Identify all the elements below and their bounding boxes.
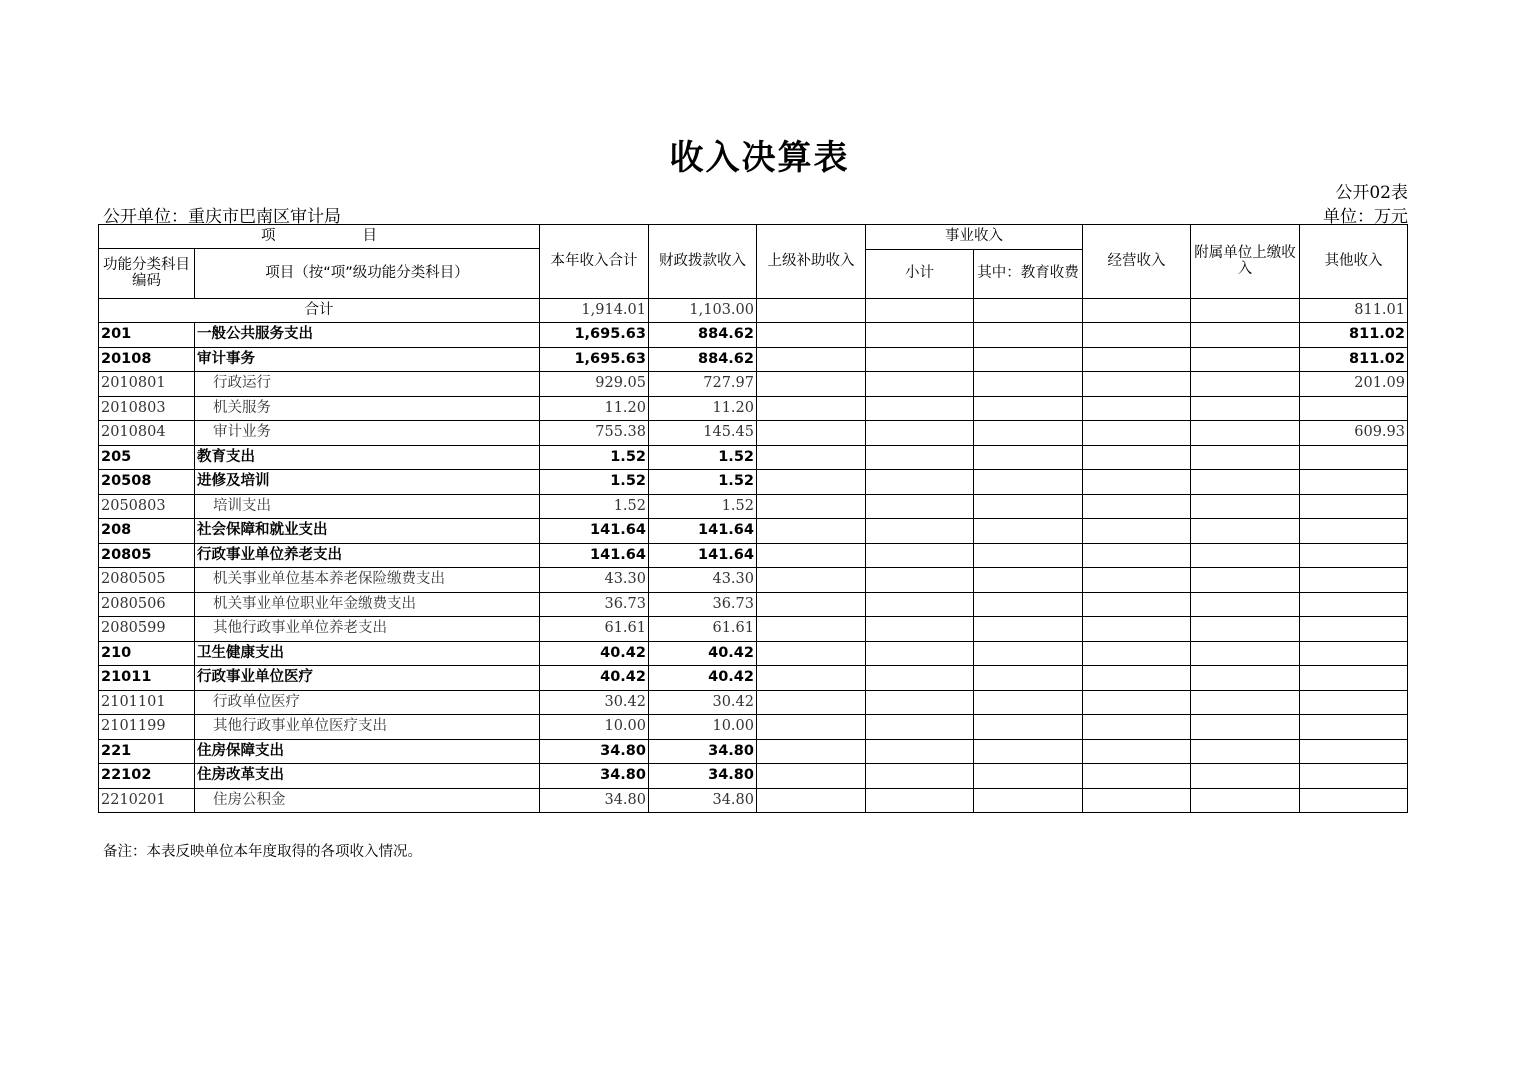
fiscal-cell: 34.80 [649, 788, 757, 813]
edu-fee-cell [974, 347, 1083, 372]
table-row [99, 617, 1408, 642]
superior-cell [757, 592, 866, 617]
affiliated-cell [1191, 445, 1300, 470]
total-cell: 1,695.63 [540, 323, 649, 348]
table-row [99, 396, 1408, 421]
table-row [99, 372, 1408, 397]
operating-cell [1083, 617, 1191, 642]
operating-cell [1083, 323, 1191, 348]
affiliated-cell [1191, 519, 1300, 544]
affiliated-cell [1191, 739, 1300, 764]
code-cell: 208 [99, 519, 195, 544]
total-subtotal-cell [866, 298, 974, 323]
fiscal-cell: 36.73 [649, 592, 757, 617]
subtotal-cell [866, 372, 974, 397]
fiscal-cell: 30.42 [649, 690, 757, 715]
code-cell: 221 [99, 739, 195, 764]
operating-cell [1083, 641, 1191, 666]
operating-cell [1083, 715, 1191, 740]
operating-cell [1083, 421, 1191, 446]
other-cell [1300, 519, 1408, 544]
name-cell: 教育支出 [195, 445, 540, 470]
name-cell: 住房保障支出 [195, 739, 540, 764]
affiliated-cell [1191, 617, 1300, 642]
other-cell [1300, 494, 1408, 519]
income-table [98, 224, 1408, 813]
code-cell: 2080505 [99, 568, 195, 593]
affiliated-cell [1191, 592, 1300, 617]
operating-cell [1083, 739, 1191, 764]
name-cell: 行政单位医疗 [195, 690, 540, 715]
total-row [99, 298, 1408, 323]
superior-cell [757, 445, 866, 470]
total-income-cell: 1,914.01 [540, 298, 649, 323]
total-cell: 61.61 [540, 617, 649, 642]
code-cell: 2101199 [99, 715, 195, 740]
operating-cell [1083, 470, 1191, 495]
total-cell: 34.80 [540, 739, 649, 764]
superior-cell [757, 470, 866, 495]
name-cell: 培训支出 [195, 494, 540, 519]
total-cell: 1.52 [540, 494, 649, 519]
edu-fee-cell [974, 519, 1083, 544]
total-cell: 40.42 [540, 666, 649, 691]
superior-cell [757, 764, 866, 789]
subtotal-cell [866, 568, 974, 593]
superior-cell [757, 396, 866, 421]
table-row [99, 519, 1408, 544]
other-cell [1300, 396, 1408, 421]
total-other-cell: 811.01 [1300, 298, 1408, 323]
code-cell: 2080599 [99, 617, 195, 642]
other-cell [1300, 543, 1408, 568]
name-cell: 一般公共服务支出 [195, 323, 540, 348]
subtotal-cell [866, 347, 974, 372]
total-operating-cell [1083, 298, 1191, 323]
superior-cell [757, 617, 866, 642]
fiscal-cell: 61.61 [649, 617, 757, 642]
other-cell: 811.02 [1300, 323, 1408, 348]
edu-fee-cell [974, 617, 1083, 642]
edu-fee-cell [974, 764, 1083, 789]
table-row [99, 764, 1408, 789]
edu-fee-cell [974, 396, 1083, 421]
superior-cell [757, 715, 866, 740]
fiscal-cell: 11.20 [649, 396, 757, 421]
name-cell: 住房改革支出 [195, 764, 540, 789]
total-edu-fee-cell [974, 298, 1083, 323]
superior-cell [757, 690, 866, 715]
header-affiliated: 附属单位上缴收入 [1191, 225, 1300, 299]
edu-fee-cell [974, 568, 1083, 593]
operating-cell [1083, 543, 1191, 568]
name-cell: 行政运行 [195, 372, 540, 397]
total-cell: 1.52 [540, 445, 649, 470]
fiscal-cell: 1.52 [649, 470, 757, 495]
superior-cell [757, 788, 866, 813]
table-row [99, 666, 1408, 691]
header-business: 事业收入 [866, 225, 1083, 250]
other-cell [1300, 715, 1408, 740]
superior-cell [757, 543, 866, 568]
subtotal-cell [866, 543, 974, 568]
other-cell: 609.93 [1300, 421, 1408, 446]
code-cell: 210 [99, 641, 195, 666]
header-fiscal: 财政拨款收入 [649, 225, 757, 299]
header-item-group: 项 目 [99, 225, 540, 249]
name-cell: 行政事业单位养老支出 [195, 543, 540, 568]
operating-cell [1083, 690, 1191, 715]
subtotal-cell [866, 690, 974, 715]
subtotal-cell [866, 788, 974, 813]
edu-fee-cell [974, 788, 1083, 813]
table-row [99, 715, 1408, 740]
fiscal-cell: 34.80 [649, 739, 757, 764]
affiliated-cell [1191, 641, 1300, 666]
affiliated-cell [1191, 494, 1300, 519]
table-row [99, 323, 1408, 348]
total-cell: 929.05 [540, 372, 649, 397]
fiscal-cell: 40.42 [649, 666, 757, 691]
currency-unit: 单位：万元 [1323, 207, 1408, 227]
code-cell: 205 [99, 445, 195, 470]
affiliated-cell [1191, 715, 1300, 740]
name-cell: 审计业务 [195, 421, 540, 446]
table-row [99, 494, 1408, 519]
total-cell: 40.42 [540, 641, 649, 666]
subtotal-cell [866, 764, 974, 789]
header-other: 其他收入 [1300, 225, 1408, 299]
table-row [99, 470, 1408, 495]
superior-cell [757, 641, 866, 666]
fiscal-cell: 40.42 [649, 641, 757, 666]
code-cell: 21011 [99, 666, 195, 691]
operating-cell [1083, 372, 1191, 397]
name-cell: 进修及培训 [195, 470, 540, 495]
table-row [99, 690, 1408, 715]
affiliated-cell [1191, 470, 1300, 495]
code-cell: 20805 [99, 543, 195, 568]
total-cell: 141.64 [540, 543, 649, 568]
name-cell: 行政事业单位医疗 [195, 666, 540, 691]
table-row [99, 421, 1408, 446]
edu-fee-cell [974, 470, 1083, 495]
edu-fee-cell [974, 715, 1083, 740]
affiliated-cell [1191, 764, 1300, 789]
superior-cell [757, 519, 866, 544]
edu-fee-cell [974, 494, 1083, 519]
name-cell: 卫生健康支出 [195, 641, 540, 666]
code-cell: 2080506 [99, 592, 195, 617]
fiscal-cell: 727.97 [649, 372, 757, 397]
total-cell: 36.73 [540, 592, 649, 617]
header-total: 本年收入合计 [540, 225, 649, 299]
name-cell: 社会保障和就业支出 [195, 519, 540, 544]
operating-cell [1083, 445, 1191, 470]
edu-fee-cell [974, 421, 1083, 446]
subtotal-cell [866, 715, 974, 740]
affiliated-cell [1191, 372, 1300, 397]
affiliated-cell [1191, 666, 1300, 691]
fiscal-cell: 141.64 [649, 519, 757, 544]
subtotal-cell [866, 470, 974, 495]
superior-cell [757, 568, 866, 593]
other-cell: 811.02 [1300, 347, 1408, 372]
code-cell: 2010801 [99, 372, 195, 397]
total-affiliated-cell [1191, 298, 1300, 323]
fiscal-cell: 43.30 [649, 568, 757, 593]
superior-cell [757, 666, 866, 691]
other-cell [1300, 617, 1408, 642]
fiscal-cell: 145.45 [649, 421, 757, 446]
edu-fee-cell [974, 445, 1083, 470]
subtotal-cell [866, 445, 974, 470]
edu-fee-cell [974, 690, 1083, 715]
subtotal-cell [866, 739, 974, 764]
subtotal-cell [866, 641, 974, 666]
total-superior-cell [757, 298, 866, 323]
total-label: 合计 [99, 298, 540, 323]
operating-cell [1083, 396, 1191, 421]
edu-fee-cell [974, 323, 1083, 348]
subtotal-cell [866, 396, 974, 421]
affiliated-cell [1191, 543, 1300, 568]
total-cell: 11.20 [540, 396, 649, 421]
superior-cell [757, 347, 866, 372]
name-cell: 住房公积金 [195, 788, 540, 813]
code-cell: 2101101 [99, 690, 195, 715]
subtotal-cell [866, 323, 974, 348]
operating-cell [1083, 494, 1191, 519]
other-cell [1300, 568, 1408, 593]
affiliated-cell [1191, 568, 1300, 593]
fiscal-cell: 34.80 [649, 764, 757, 789]
affiliated-cell [1191, 347, 1300, 372]
edu-fee-cell [974, 739, 1083, 764]
subtotal-cell [866, 592, 974, 617]
other-cell [1300, 470, 1408, 495]
name-cell: 其他行政事业单位养老支出 [195, 617, 540, 642]
code-cell: 2010803 [99, 396, 195, 421]
operating-cell [1083, 788, 1191, 813]
name-cell: 其他行政事业单位医疗支出 [195, 715, 540, 740]
superior-cell [757, 323, 866, 348]
superior-cell [757, 372, 866, 397]
affiliated-cell [1191, 788, 1300, 813]
operating-cell [1083, 519, 1191, 544]
name-cell: 机关服务 [195, 396, 540, 421]
affiliated-cell [1191, 396, 1300, 421]
edu-fee-cell [974, 641, 1083, 666]
table-row [99, 788, 1408, 813]
form-number: 公开02表 [1335, 183, 1408, 203]
total-cell: 755.38 [540, 421, 649, 446]
other-cell [1300, 764, 1408, 789]
fiscal-cell: 141.64 [649, 543, 757, 568]
table-row [99, 347, 1408, 372]
total-cell: 43.30 [540, 568, 649, 593]
other-cell [1300, 788, 1408, 813]
footnote: 备注：本表反映单位本年度取得的各项收入情况。 [103, 844, 422, 860]
name-cell: 机关事业单位职业年金缴费支出 [195, 592, 540, 617]
other-cell [1300, 739, 1408, 764]
header-name: 项目（按“项”级功能分类科目） [195, 249, 540, 299]
edu-fee-cell [974, 592, 1083, 617]
total-fiscal-cell: 1,103.00 [649, 298, 757, 323]
name-cell: 审计事务 [195, 347, 540, 372]
fiscal-cell: 884.62 [649, 347, 757, 372]
subtotal-cell [866, 494, 974, 519]
code-cell: 2210201 [99, 788, 195, 813]
code-cell: 201 [99, 323, 195, 348]
superior-cell [757, 494, 866, 519]
total-cell: 30.42 [540, 690, 649, 715]
table-row [99, 445, 1408, 470]
page-title: 收入决算表 [669, 138, 850, 178]
total-cell: 1,695.63 [540, 347, 649, 372]
operating-cell [1083, 592, 1191, 617]
fiscal-cell: 884.62 [649, 323, 757, 348]
superior-cell [757, 739, 866, 764]
code-cell: 22102 [99, 764, 195, 789]
affiliated-cell [1191, 421, 1300, 446]
total-cell: 141.64 [540, 519, 649, 544]
other-cell [1300, 592, 1408, 617]
affiliated-cell [1191, 323, 1300, 348]
fiscal-cell: 10.00 [649, 715, 757, 740]
code-cell: 20108 [99, 347, 195, 372]
operating-cell [1083, 764, 1191, 789]
edu-fee-cell [974, 543, 1083, 568]
total-cell: 34.80 [540, 788, 649, 813]
code-cell: 2050803 [99, 494, 195, 519]
table-row [99, 592, 1408, 617]
header-subtotal: 小计 [866, 249, 974, 298]
edu-fee-cell [974, 372, 1083, 397]
reporting-unit: 公开单位：重庆市巴南区审计局 [103, 207, 341, 227]
operating-cell [1083, 347, 1191, 372]
fiscal-cell: 1.52 [649, 494, 757, 519]
header-superior: 上级补助收入 [757, 225, 866, 299]
table-row [99, 568, 1408, 593]
edu-fee-cell [974, 666, 1083, 691]
superior-cell [757, 421, 866, 446]
table-row [99, 739, 1408, 764]
subtotal-cell [866, 666, 974, 691]
other-cell [1300, 445, 1408, 470]
other-cell [1300, 690, 1408, 715]
fiscal-cell: 1.52 [649, 445, 757, 470]
other-cell [1300, 641, 1408, 666]
subtotal-cell [866, 519, 974, 544]
name-cell: 机关事业单位基本养老保险缴费支出 [195, 568, 540, 593]
operating-cell [1083, 568, 1191, 593]
total-cell: 1.52 [540, 470, 649, 495]
header-operating: 经营收入 [1083, 225, 1191, 299]
table-row [99, 641, 1408, 666]
operating-cell [1083, 666, 1191, 691]
code-cell: 20508 [99, 470, 195, 495]
other-cell: 201.09 [1300, 372, 1408, 397]
header-code: 功能分类科目编码 [99, 249, 195, 299]
affiliated-cell [1191, 690, 1300, 715]
code-cell: 2010804 [99, 421, 195, 446]
table-row [99, 543, 1408, 568]
total-cell: 34.80 [540, 764, 649, 789]
header-edu-fee: 其中：教育收费 [974, 249, 1083, 298]
subtotal-cell [866, 617, 974, 642]
total-cell: 10.00 [540, 715, 649, 740]
other-cell [1300, 666, 1408, 691]
subtotal-cell [866, 421, 974, 446]
